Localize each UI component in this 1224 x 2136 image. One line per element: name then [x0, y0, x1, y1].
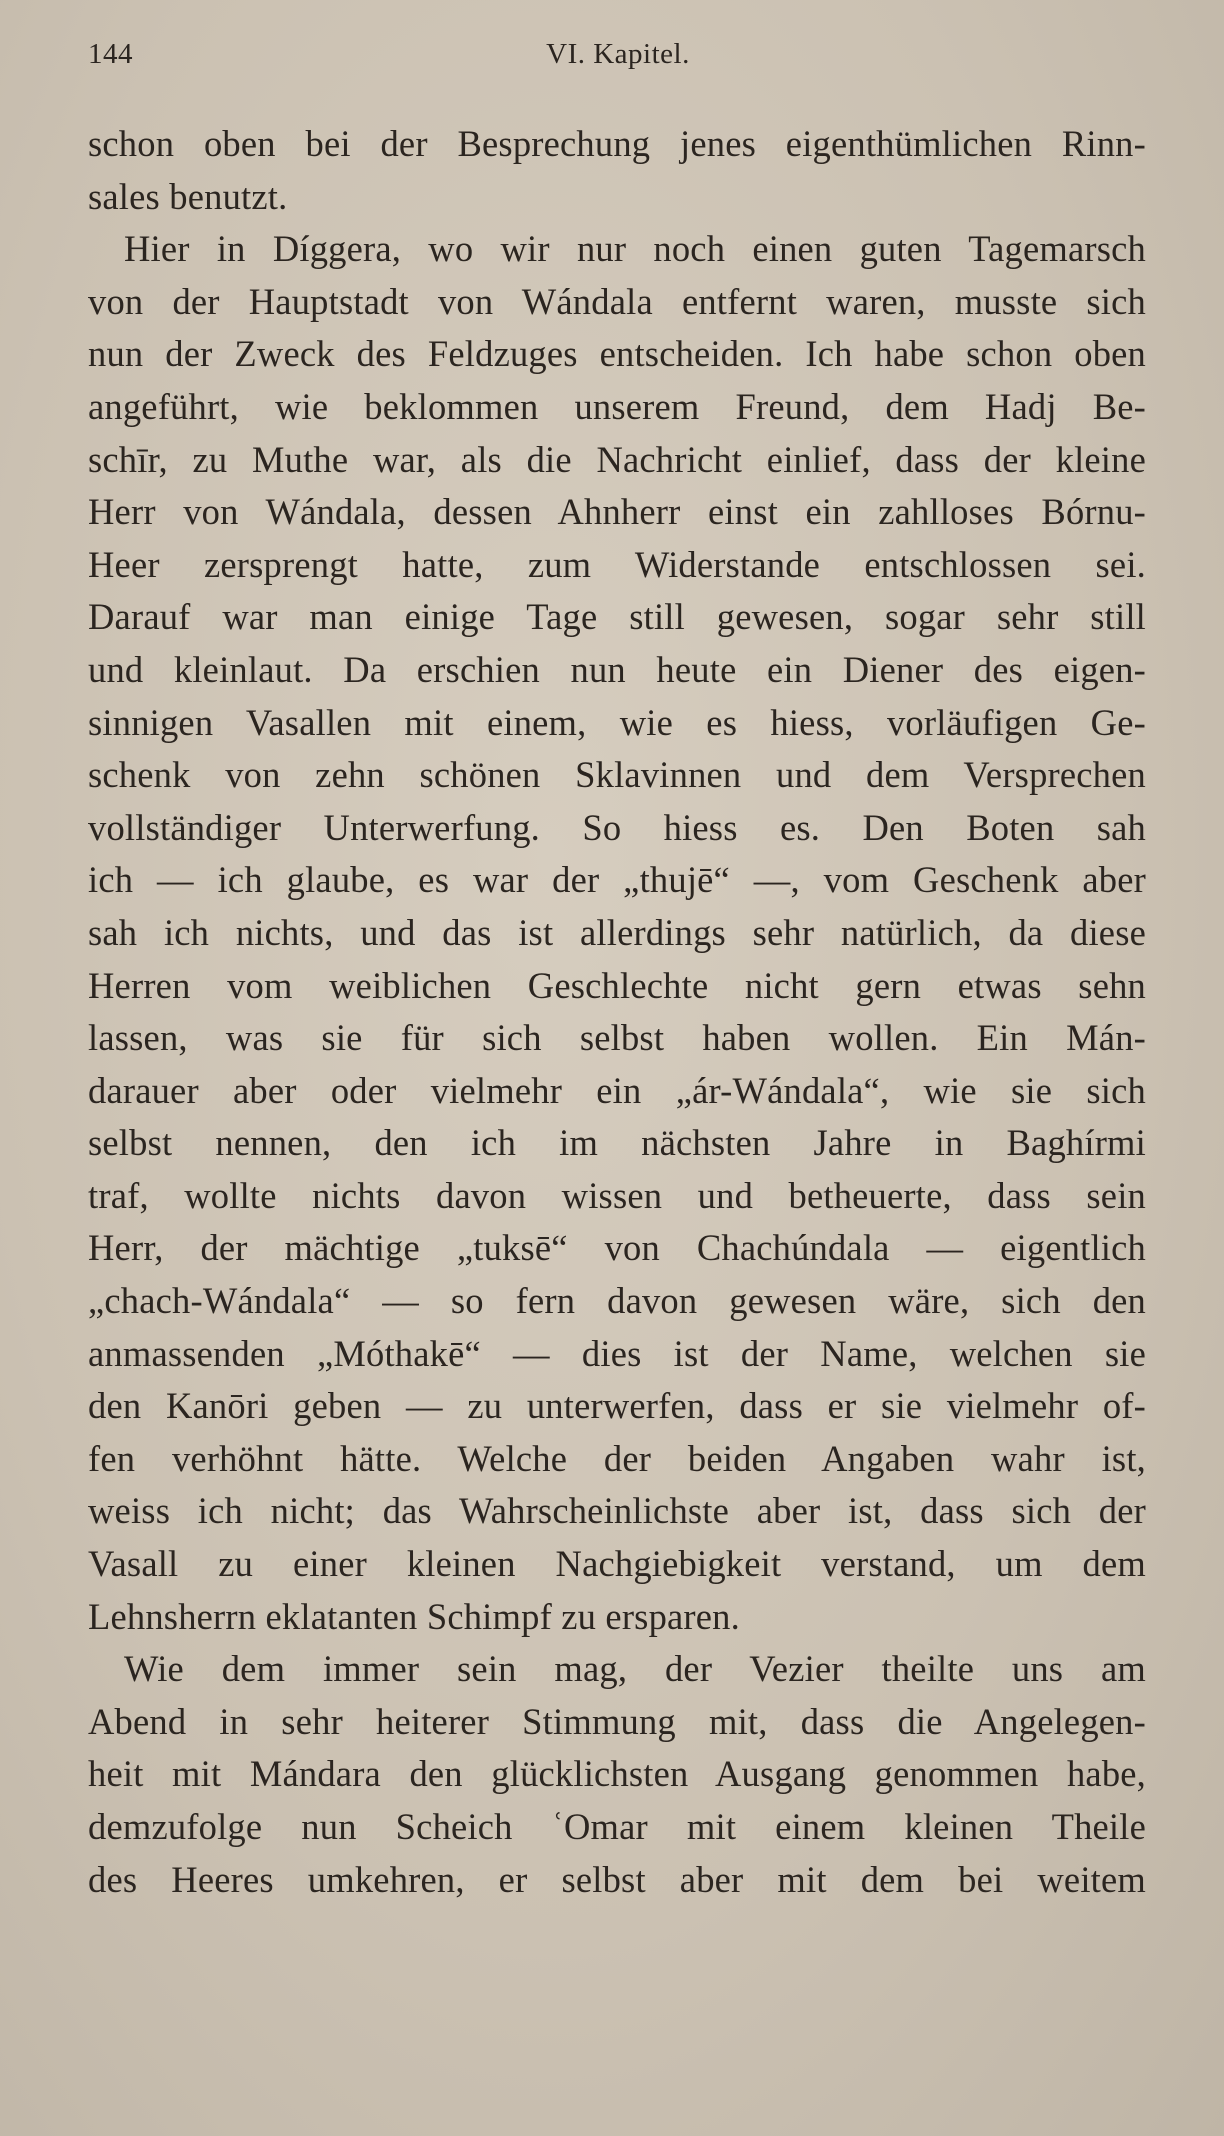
text-line: „chach-Wándala“ — so fern davon gewesen wäre, sich den — [88, 1280, 1146, 1322]
text-line: von der Hauptstadt von Wándala entfernt waren, musste sich — [88, 280, 1146, 322]
text-line: ich — ich glaube, es war der „thujē“ —, vom Geschenk aber — [88, 859, 1146, 901]
text-line: sinnigen Vasallen mit einem, wie es hiess, vorläufigen Ge- — [88, 701, 1146, 743]
text-line: traf, wollte nichts davon wissen und betheuerte, dass sein — [88, 1174, 1146, 1216]
body-text — [88, 118, 1146, 1906]
text-line: weiss ich nicht; das Wahrscheinlichste aber ist, dass sich der — [88, 1490, 1146, 1532]
text-line: sales benutzt. — [88, 175, 288, 217]
page-header — [88, 38, 1148, 88]
text-line: Darauf war man einige Tage still gewesen, sogar sehr still — [88, 596, 1146, 638]
text-line: schīr, zu Muthe war, als die Nachricht einlief, dass der kleine — [88, 438, 1146, 480]
text-line: den Kanōri geben — zu unterwerfen, dass er sie vielmehr of- — [88, 1385, 1146, 1427]
text-line: demzufolge nun Scheich ʿOmar mit einem kleinen Theile — [88, 1806, 1146, 1847]
text-line: Wie dem immer sein mag, der Vezier theilte uns am — [124, 1648, 1146, 1690]
text-line: des Heeres umkehren, er selbst aber mit dem bei weitem — [88, 1858, 1146, 1900]
text-line: darauer aber oder vielmehr ein „ár-Wándala“, wie sie sich — [88, 1069, 1146, 1111]
text-line: Herr, der mächtige „tuksē“ von Chachúndala — eigentlich — [88, 1227, 1146, 1269]
text-line: Herr von Wándala, dessen Ahnherr einst ein zahlloses Bórnu- — [88, 491, 1146, 533]
text-line: fen verhöhnt hätte. Welche der beiden Angaben wahr ist, — [88, 1437, 1146, 1479]
text-line: und kleinlaut. Da erschien nun heute ein Diener des eigen- — [88, 648, 1146, 690]
text-line: Herren vom weiblichen Geschlechte nicht gern etwas sehn — [88, 964, 1146, 1006]
text-line: anmassenden „Móthakē“ — dies ist der Name, welchen sie — [88, 1332, 1146, 1374]
text-line: angeführt, wie beklommen unserem Freund, dem Hadj Be- — [88, 385, 1146, 427]
text-line: nun der Zweck des Feldzuges entscheiden. Ich habe schon oben — [88, 333, 1146, 375]
text-line: sah ich nichts, und das ist allerdings sehr natürlich, da diese — [88, 911, 1146, 953]
text-line: Heer zersprengt hatte, zum Widerstande entschlossen sei. — [88, 543, 1146, 585]
text-line: lassen, was sie für sich selbst haben wollen. Ein Mán- — [88, 1017, 1146, 1059]
text-line: schenk von zehn schönen Sklavinnen und dem Versprechen — [88, 754, 1146, 796]
text-line: vollständiger Unterwerfung. So hiess es. Den Boten sah — [88, 806, 1146, 848]
page-number: 144 — [88, 38, 133, 70]
text-line: Vasall zu einer kleinen Nachgiebigkeit verstand, um dem — [88, 1543, 1146, 1585]
text-line: Lehnsherrn eklatanten Schimpf zu ersparen. — [88, 1595, 740, 1637]
text-line: heit mit Mándara den glücklichsten Ausgang genommen habe, — [88, 1753, 1146, 1795]
text-line: schon oben bei der Besprechung jenes eigenthümlichen Rinn- — [88, 123, 1146, 164]
running-head: VI. Kapitel. — [546, 38, 690, 70]
text-line: Abend in sehr heiterer Stimmung mit, dass die Angelegen- — [88, 1700, 1146, 1742]
text-line: Hier in Díggera, wo wir nur noch einen guten Tagemarsch — [124, 228, 1146, 270]
text-line: selbst nennen, den ich im nächsten Jahre in Baghírmi — [88, 1122, 1146, 1164]
